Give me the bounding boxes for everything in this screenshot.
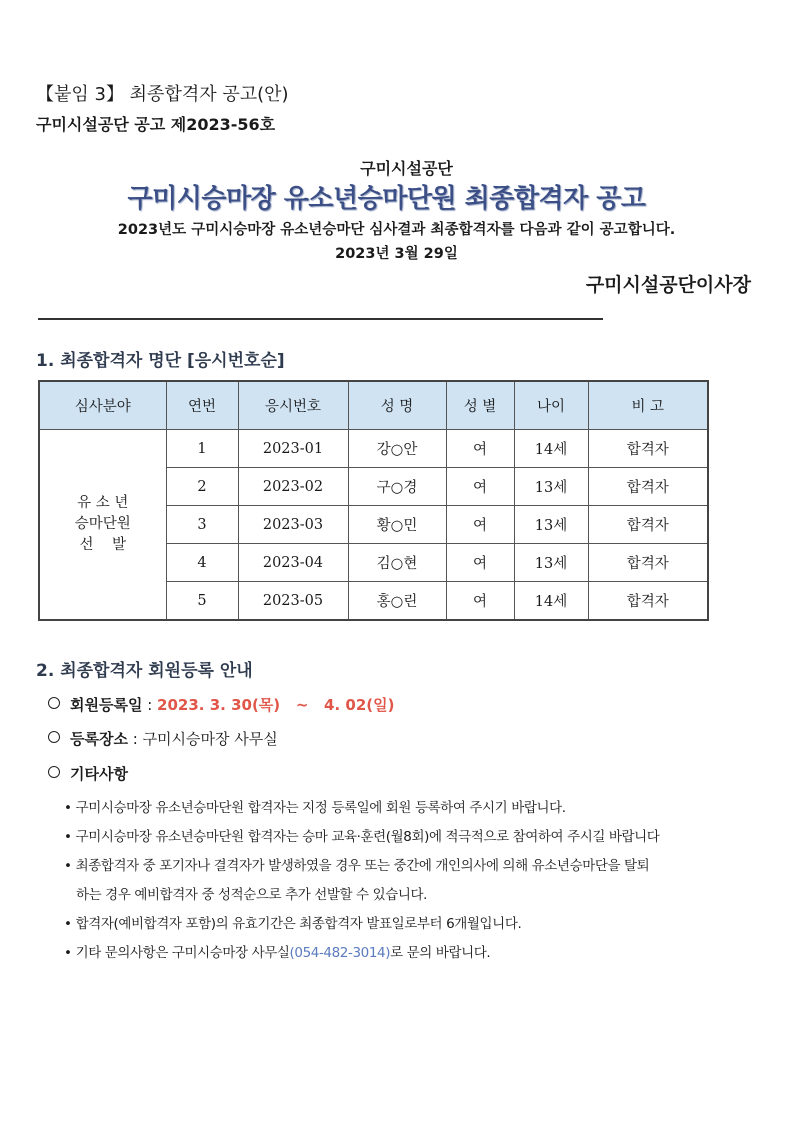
row-number: 2 [166, 468, 238, 506]
exam-number: 2023-01 [238, 430, 348, 468]
gender: 여 [446, 430, 514, 468]
row-number: 4 [166, 544, 238, 582]
gender: 여 [446, 506, 514, 544]
column-header: 비 고 [588, 381, 708, 430]
column-header: 성 명 [348, 381, 446, 430]
notice-number: 구미시설공단 공고 제2023-56호 [36, 115, 276, 134]
table-row [39, 430, 708, 468]
note-bullet: • 구미시승마장 유소년승마단원 합격자는 지정 등록일에 회원 등록하여 주시기 바랍니다. [64, 800, 566, 816]
registration-place: 구미시승마장 사무실 [142, 730, 278, 748]
other-notes-item [48, 763, 128, 784]
age: 13세 [514, 468, 588, 506]
note-bullet: • 합격자(예비합격자 포함)의 유효기간은 최종합격자 발표일로부터 6개월입니다. [64, 916, 522, 932]
note-text: 합격자(예비합격자 포함)의 유효기간은 최종합격자 발표일로부터 6개월입니다. [75, 916, 522, 932]
section1-heading: 1. 최종합격자 명단 [응시번호순] [36, 351, 285, 371]
category-line: 선 발 [79, 537, 126, 553]
remark: 합격자 [588, 506, 708, 544]
column-header: 심사분야 [39, 381, 166, 430]
gender: 여 [446, 582, 514, 621]
row-number: 3 [166, 506, 238, 544]
name: 홍○린 [348, 582, 446, 621]
exam-number: 2023-03 [238, 506, 348, 544]
row-number: 1 [166, 430, 238, 468]
remark: 합격자 [588, 582, 708, 621]
note-bullet: • 최종합격자 중 포기자나 결격자가 발생하였을 경우 또는 중간에 개인의사에 의해 유소년승마단을 탈퇴 [64, 858, 650, 874]
attachment-label: 【붙임 3】 최종합격자 공고(안) [36, 84, 289, 105]
document-title: 구미시승마장 유소년승마단원 최종합격자 공고 [127, 184, 646, 214]
column-header: 응시번호 [238, 381, 348, 430]
name: 김○현 [348, 544, 446, 582]
organization-name: 구미시설공단 [360, 159, 453, 178]
note-text: 로 문의 바랍니다. [390, 945, 491, 961]
intro-text: 2023년도 구미시승마장 유소년승마단 심사결과 최종합격자를 다음과 같이 공고합니다. [117, 222, 676, 238]
registration-place-item: 등록장소 : 구미시승마장 사무실 [48, 728, 278, 749]
age: 14세 [514, 430, 588, 468]
divider [38, 318, 603, 320]
category-line: 승마단원 [74, 516, 131, 532]
results-table [38, 380, 709, 621]
table-header-row [39, 381, 708, 430]
notice-date: 2023년 3월 29일 [335, 246, 458, 262]
category-cell [39, 430, 166, 621]
exam-number: 2023-04 [238, 544, 348, 582]
name: 황○민 [348, 506, 446, 544]
item-label: 기타사항 [70, 765, 128, 783]
gender: 여 [446, 468, 514, 506]
note-bullet: • 구미시승마장 유소년승마단원 합격자는 승마 교육·훈련(월8회)에 적극적으로 참여하여 주시길 바랍니다 [64, 829, 660, 845]
age: 14세 [514, 582, 588, 621]
column-header: 성 별 [446, 381, 514, 430]
section2-heading: 2. 최종합격자 회원등록 안내 [36, 661, 253, 681]
name: 강○안 [348, 430, 446, 468]
circle-bullet-icon [48, 697, 60, 709]
item-label: 등록장소 [70, 730, 128, 748]
item-label: 회원등록일 [70, 696, 143, 714]
note-text: 하는 경우 예비합격자 중 성적순으로 추가 선발할 수 있습니다. [76, 887, 428, 903]
remark: 합격자 [588, 544, 708, 582]
note-text: 구미시승마장 유소년승마단원 합격자는 지정 등록일에 회원 등록하여 주시기 바랍니다. [75, 800, 566, 816]
age: 13세 [514, 506, 588, 544]
remark: 합격자 [588, 468, 708, 506]
circle-bullet-icon [48, 731, 60, 743]
circle-bullet-icon [48, 766, 60, 778]
age: 13세 [514, 544, 588, 582]
signer: 구미시설공단이사장 [585, 274, 751, 296]
registration-date-item: 회원등록일 : 2023. 3. 30(목) ~ 4. 02(일) [48, 694, 394, 715]
remark: 합격자 [588, 430, 708, 468]
exam-number: 2023-05 [238, 582, 348, 621]
note-continuation [76, 883, 427, 903]
contact-phone: (054-482-3014) [289, 945, 391, 961]
note-text: 최종합격자 중 포기자나 결격자가 발생하였을 경우 또는 중간에 개인의사에 의해 유소년승마단을 탈퇴 [75, 858, 650, 874]
note-text: 구미시승마장 유소년승마단원 합격자는 승마 교육·훈련(월8회)에 적극적으로 참여하여 주시길 바랍니다 [75, 829, 660, 845]
exam-number: 2023-02 [238, 468, 348, 506]
row-number: 5 [166, 582, 238, 621]
note-text: 기타 문의사항은 구미시승마장 사무실 [75, 945, 290, 961]
column-header: 나이 [514, 381, 588, 430]
registration-date: 2023. 3. 30(목) ~ 4. 02(일) [157, 696, 395, 714]
column-header: 연번 [166, 381, 238, 430]
gender: 여 [446, 544, 514, 582]
note-bullet: • 기타 문의사항은 구미시승마장 사무실(054-482-3014)로 문의 바랍니다. [64, 945, 491, 961]
category-line: 유 소 년 [77, 495, 129, 511]
name: 구○경 [348, 468, 446, 506]
